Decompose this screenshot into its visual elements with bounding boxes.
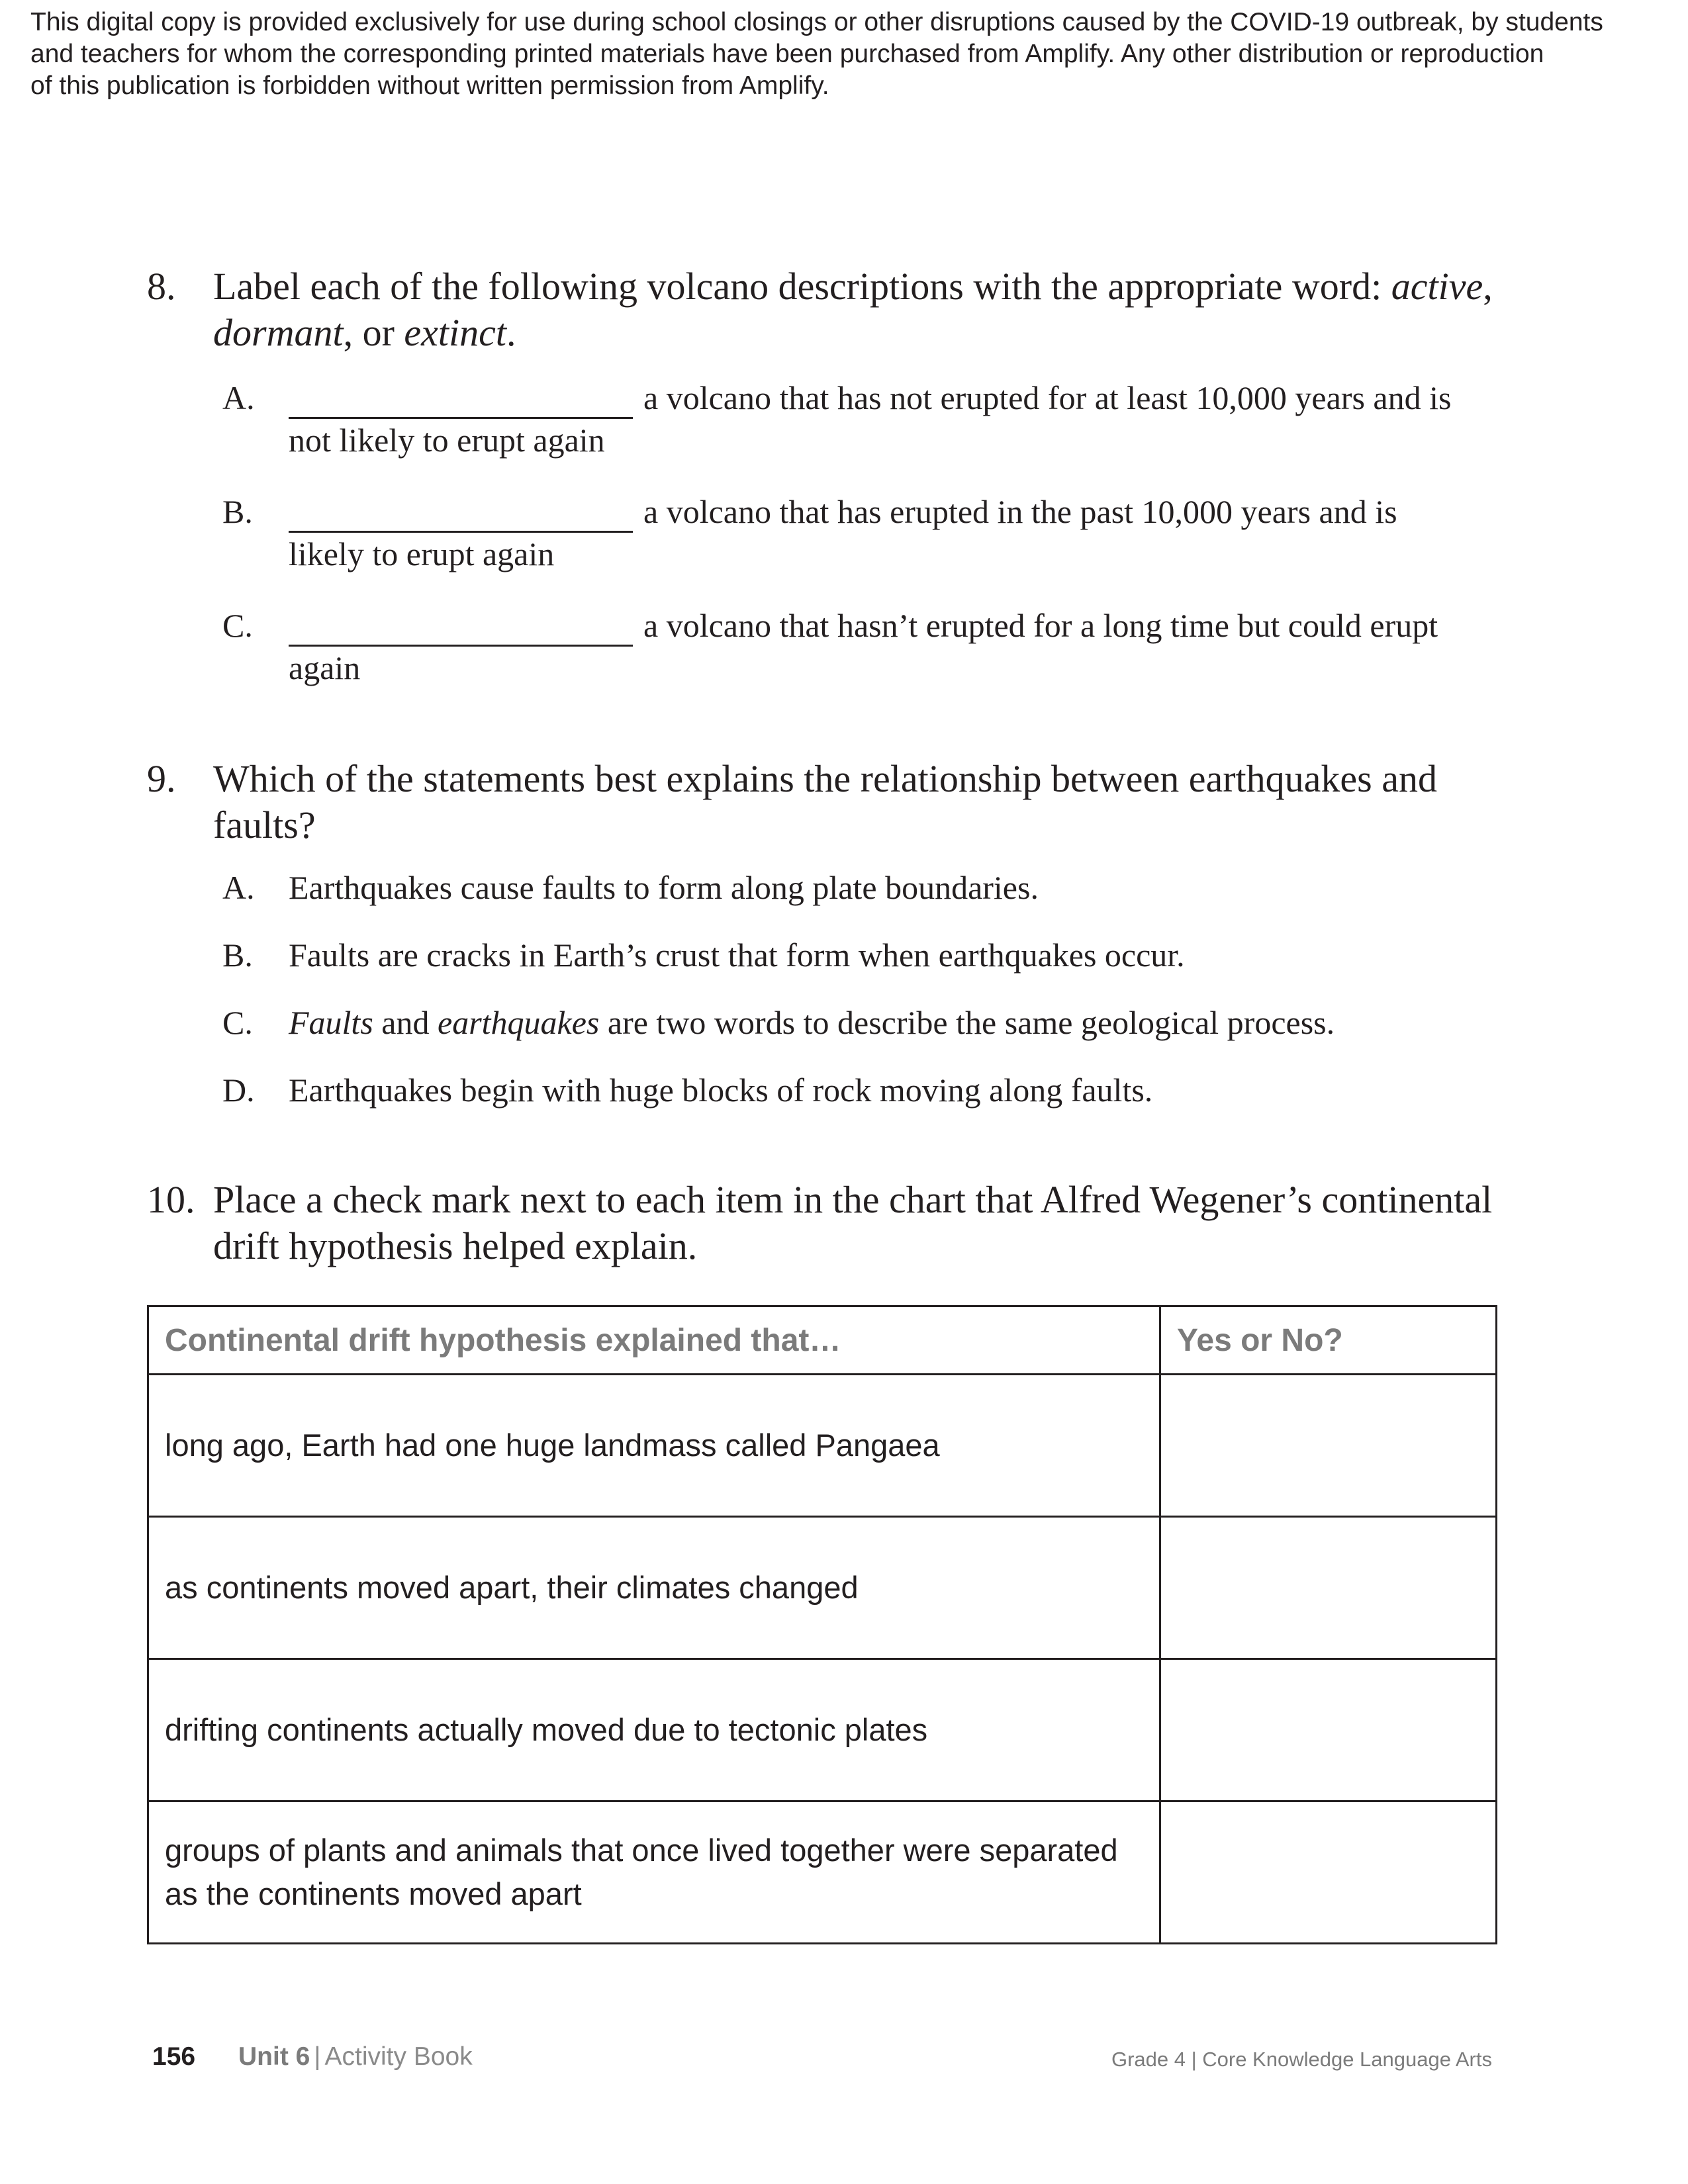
question-text-line: Which of the statements best explains the relationship between earthquakes and xyxy=(213,757,1437,800)
header-statement: Continental drift hypothesis explained that… xyxy=(148,1306,1160,1375)
table-row xyxy=(148,1517,1497,1659)
question-text xyxy=(213,1177,1537,1269)
question-8 xyxy=(147,263,1537,356)
q8-item-b xyxy=(222,490,1513,582)
q9-option-a[interactable] xyxy=(222,866,1513,909)
notice-line-1: This digital copy is provided exclusively for use during school closings or other disruptions caused by the COVID-19 outbreak, by students xyxy=(30,8,1603,36)
word-dormant: dormant xyxy=(213,311,344,354)
option-text-part: are two words to describe the same geological process. xyxy=(599,1004,1335,1041)
answer-cell[interactable] xyxy=(1160,1659,1497,1801)
question-9 xyxy=(147,756,1537,848)
answer-cell[interactable] xyxy=(1160,1375,1497,1517)
book-label: Activity Book xyxy=(324,2042,473,2071)
option-label: B. xyxy=(222,936,253,974)
q9-option-c[interactable] xyxy=(222,1001,1513,1044)
option-label: C. xyxy=(222,1004,253,1041)
question-number: 9. xyxy=(147,757,176,800)
option-text: Earthquakes begin with huge blocks of rock moving along faults. xyxy=(289,1071,1153,1109)
option-label: D. xyxy=(222,1071,255,1109)
table-row xyxy=(148,1375,1497,1517)
option-text-italic: earthquakes xyxy=(438,1004,600,1041)
option-text-italic: Faults xyxy=(289,1004,373,1041)
separator: , or xyxy=(343,311,404,354)
table-header-row xyxy=(148,1306,1497,1375)
item-description-continued: not likely to erupt again xyxy=(289,422,605,459)
statement-cell: drifting continents actually moved due to tectonic plates xyxy=(148,1659,1160,1801)
q8-item-c xyxy=(222,604,1513,696)
continental-drift-table xyxy=(147,1305,1497,1944)
header-yes-no: Yes or No? xyxy=(1160,1306,1497,1375)
statement-line: as the continents moved apart xyxy=(165,1876,582,1911)
item-description-continued: likely to erupt again xyxy=(289,535,555,572)
question-text-line: Place a check mark next to each item in the chart that Alfred Wegener’s continental xyxy=(213,1178,1493,1221)
footer-separator: | xyxy=(314,2042,321,2071)
answer-cell[interactable] xyxy=(1160,1517,1497,1659)
question-number: 8. xyxy=(147,265,176,308)
item-description: a volcano that hasn’t erupted for a long time but could erupt xyxy=(643,607,1438,644)
option-text: Faults are cracks in Earth’s crust that form when earthquakes occur. xyxy=(289,936,1185,974)
statement-cell: long ago, Earth had one huge landmass called Pangaea xyxy=(148,1375,1160,1517)
q9-option-b[interactable] xyxy=(222,933,1513,977)
option-label: A. xyxy=(222,869,255,906)
option-text xyxy=(289,1001,1513,1044)
item-label: B. xyxy=(222,493,253,530)
answer-cell[interactable] xyxy=(1160,1801,1497,1944)
question-text xyxy=(213,756,1537,848)
statement-cell: as continents moved apart, their climates changed xyxy=(148,1517,1160,1659)
footer-unit xyxy=(238,2042,473,2071)
item-description: a volcano that has not erupted for at least 10,000 years and is xyxy=(643,379,1452,416)
page-number: 156 xyxy=(152,2042,196,2071)
item-label: A. xyxy=(222,379,255,416)
table-row xyxy=(148,1659,1497,1801)
question-text-line: faults? xyxy=(213,803,316,846)
item-description: a volcano that has erupted in the past 10,000 years and is xyxy=(643,493,1397,530)
unit-label: Unit 6 xyxy=(238,2042,310,2071)
option-text: Earthquakes cause faults to form along plate boundaries. xyxy=(289,869,1039,906)
period: . xyxy=(506,311,516,354)
footer-series: Grade 4 | Core Knowledge Language Arts xyxy=(1111,2048,1492,2071)
separator: , xyxy=(1483,265,1493,308)
table-row xyxy=(148,1801,1497,1944)
question-text xyxy=(213,263,1537,356)
statement-line: groups of plants and animals that once lived together were separated xyxy=(165,1833,1118,1868)
copyright-notice xyxy=(30,7,1659,102)
question-10 xyxy=(147,1177,1537,1269)
statement-cell xyxy=(148,1801,1160,1944)
question-text-part: Label each of the following volcano descriptions with the appropriate word: xyxy=(213,265,1391,308)
notice-line-2: and teachers for whom the corresponding printed materials have been purchased from Amplify. Any other distribution or reproduction xyxy=(30,40,1544,68)
item-label: C. xyxy=(222,607,253,644)
notice-line-3: of this publication is forbidden without written permission from Amplify. xyxy=(30,71,829,100)
q9-option-d[interactable] xyxy=(222,1068,1513,1112)
word-active: active xyxy=(1391,265,1483,308)
q8-item-a xyxy=(222,376,1513,469)
word-extinct: extinct xyxy=(404,311,506,354)
option-text-part: and xyxy=(373,1004,438,1041)
question-number: 10. xyxy=(147,1178,195,1221)
question-text-line: drift hypothesis helped explain. xyxy=(213,1224,698,1267)
item-description-continued: again xyxy=(289,649,361,686)
